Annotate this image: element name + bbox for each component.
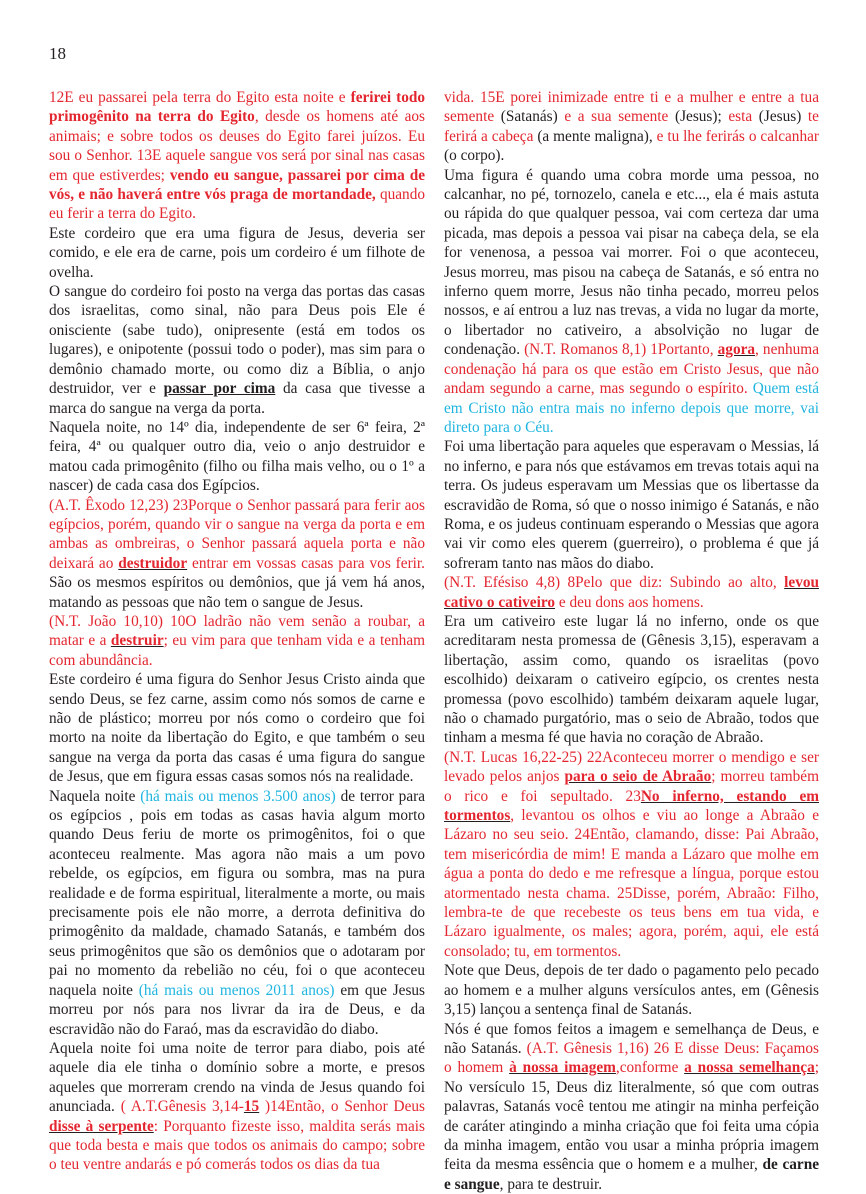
paragraph xyxy=(444,166,819,438)
text-run: Nós é que fomos feitos a imagem e semelhança de Deus, e não Satanás. xyxy=(444,1021,819,1057)
text-run: em que Jesus morreu por nós para nos livrar da ira de Deus, e da escravidão não do Faraó, mas da escravidão do diabo. xyxy=(49,982,425,1038)
text-run: Uma figura é quando uma cobra morde uma pessoa, no calcanhar, no pé, tornozelo, canela e etc..., ela é mais astuta ou rápida do que qualquer pessoa, vai com certeza dar uma picada, mas depois a pessoa vai pisar na cabeça dela, se ela for venenosa, a pessoa vai morrer. Foi o que aconteceu, Jesus morreu, mas pisou na cabeça de Satanás, e só entra no inferno quem morre, Jesus não tinha pecado, morreu pelos nossos, e aí entrou a luz nas trevas, a vida no lugar da morte, o libertador no cativeiro, a absolvição no lugar de condenação. xyxy=(444,167,819,359)
text-run: e deu dons aos homens. xyxy=(555,594,704,611)
text-run: , desde os homens até aos animais; e sobre todos os deuses do Egito farei juízos. Eu sou o Senhor. 13E aquele sangue vos será por sinal nas casas em que estiverdes; xyxy=(49,108,425,183)
text-run: e a sua semente xyxy=(558,108,675,125)
text-run: Aquela noite foi uma noite de terror para diabo, pois até aquele dia ele tinha o domínio sobre a morte, e presos aqueles que morreram crendo na vinda de Jesus quando foi anunciada. xyxy=(49,1040,425,1115)
paragraph xyxy=(49,496,425,612)
paragraph xyxy=(444,437,819,573)
paragraph xyxy=(49,224,425,282)
text-run: (a mente maligna), xyxy=(537,128,652,145)
text-run: e tu lhe ferirás o calcanhar xyxy=(653,128,819,145)
right-column xyxy=(444,88,819,1194)
text-run: esta xyxy=(722,108,759,125)
text-run: de carne e sangue xyxy=(444,1156,819,1192)
text-run: à nossa imagem xyxy=(509,1059,616,1076)
paragraph xyxy=(49,1039,425,1175)
text-run: (A.T. Gênesis 1,16) 26 E disse Deus: Façamos o homem xyxy=(444,1040,819,1076)
text-run: : Porquanto fizeste isso, maldita serás mais que toda besta e mais que todos os animais do campo; sobre o teu ventre andarás e pó comerás todos os dias da tua xyxy=(49,1118,425,1174)
text-run: ; morreu também o rico e foi sepultado. 23 xyxy=(444,768,819,804)
text-run: São os mesmos espíritos ou demônios, que já vem há anos, matando as pessoas que não tem o sangue de Jesus. xyxy=(49,574,425,610)
text-run: (o corpo). xyxy=(444,147,504,164)
text-run: Quem está em Cristo não entra mais no inferno depois que morre, vai direto para o Céu. xyxy=(444,380,819,436)
text-run: No inferno, estando em tormentos xyxy=(444,788,819,824)
text-run: Este cordeiro que era uma figura de Jesus, deveria ser comido, e ele era de carne, pois um cordeiro é um filhote de ovelha. xyxy=(49,225,425,281)
text-run: 12E eu passarei pela terra do Egito esta noite e xyxy=(49,89,351,106)
text-run: (N.T. Efésiso 4,8) 8Pelo que diz: Subindo ao alto, xyxy=(444,574,784,591)
text-run: para o seio de Abraão xyxy=(564,768,711,785)
text-run: Note que Deus, depois de ter dado o pagamento pelo pecado ao homem e a mulher alguns versículos antes, em (Gênesis 3,15) lançou a sentença final de Satanás. xyxy=(444,962,819,1018)
text-run: (Satanás) xyxy=(501,108,558,125)
text-run: vida. 15E porei inimizade entre ti e a mulher e entre a tua semente xyxy=(444,89,819,125)
text-run: ; eu vim para que tenham vida e a tenham com abundância. xyxy=(49,632,425,668)
text-run: (N.T. Lucas 16,22-25) 22Aconteceu morrer o mendigo e ser levado pelos anjos xyxy=(444,749,819,785)
text-run: Naquela noite xyxy=(49,788,140,805)
text-run: (N.T. Romanos 8,1) 1Portanto, xyxy=(524,341,718,358)
text-run: a nossa semelhança xyxy=(684,1059,815,1076)
paragraph xyxy=(444,748,819,961)
text-run: ( A.T.Gênesis 3,14- xyxy=(121,1098,244,1115)
text-run: (há mais ou menos 2011 anos) xyxy=(139,982,335,999)
text-run: (Jesus) xyxy=(759,108,802,125)
paragraph xyxy=(49,670,425,786)
text-run: agora xyxy=(718,341,755,358)
text-run: Era um cativeiro este lugar lá no inferno, onde os que acreditaram nesta promessa de (Gênesis 3,15), esperavam a libertação, assim como, quando os israelitas (povo escolhido) deixaram o cativeiro egípcio, os crentes nesta promessa (povo escolhido) também deixaram aquele lugar, não o chamado purgatório, mas o seio de Abraão, todos que tinham a mesma fé que havia no coração de Abraão. xyxy=(444,613,819,746)
paragraph xyxy=(49,282,425,418)
text-run: entrar em vossas casas para vos ferir. xyxy=(187,555,425,572)
text-run: , levantou os olhos e viu ao longe a Abraão e Lázaro no seu seio. 24Então, clamando, disse: Pai Abraão, tem misericórdia de mim! E manda a Lázaro que molhe em água a ponta do dedo e me refresque a língua, porque estou atormentado nesta chama. 25Disse, porém, Abraão: Filho, lembra-te de que recebeste os teus bens em tua vida, e Lázaro igualmente, os males; agora, porém, aqui, ele está consolado; tu, em tormentos. xyxy=(444,807,819,960)
text-run: de terror para os egípcios , pois em todas as casas havia algum morto quando Deus feriu de morte os primogênitos, foi o que aconteceu realmente. Mas agora não mais a um povo rebelde, os egípcios, em figura ou sombra, mas na pura realidade e de forma espiritual, literalmente a morte, ou mais precisamente pois ele não morre, a derrota definitiva do primogênito da maldade, chamado Satanás, e também dos seus primogênitos que são os demônios que o adotaram por pai no momento da rebelião no céu, foi o que aconteceu naquela noite xyxy=(49,788,425,999)
text-run: disse à serpente xyxy=(49,1118,154,1135)
text-run: , para te destruir. xyxy=(500,1176,602,1193)
paragraph xyxy=(444,612,819,748)
paragraph xyxy=(444,573,819,612)
text-run: 15 xyxy=(244,1098,259,1115)
text-run: , nenhuma condenação há para os que estão em Cristo Jesus, que não andam segundo a carne, mas segundo o espírito. xyxy=(444,341,819,397)
paragraph xyxy=(444,961,819,1019)
text-run: vendo eu sangue, passarei por cima de vós, e não haverá entre vós praga de mortandade, xyxy=(49,167,425,203)
text-run: (A.T. Êxodo 12,23) 23Porque o Senhor passará para ferir aos egípcios, porém, quando vir o sangue na verga da porta e em ambas as ombreiras, o Senhor passará aquela porta e não deixará ao xyxy=(49,497,425,572)
paragraph xyxy=(49,88,425,224)
text-run: ,conforme xyxy=(616,1059,684,1076)
page-number: 18 xyxy=(49,44,66,64)
paragraph xyxy=(49,612,425,670)
text-run: quando eu ferir a terra do Egito. xyxy=(49,186,425,222)
text-run: )14Então, o Senhor Deus xyxy=(259,1098,425,1115)
text-run: No versículo 15, Deus diz literalmente, só que com outras palavras, Satanás você tentou me atingir na minha perfeição de caráter atingindo a minha criação que foi feita uma cópia da minha imagem, então vou usar a minha própria imagem feita da mesma essência que o homem e a mulher, xyxy=(444,1079,819,1174)
text-run: (há mais ou menos 3.500 anos) xyxy=(140,788,335,805)
text-run: ; xyxy=(815,1059,819,1076)
paragraph xyxy=(49,787,425,1039)
text-run: passar por cima xyxy=(164,380,276,397)
text-run: destruidor xyxy=(118,555,187,572)
text-run: (N.T. João 10,10) 10O ladrão não vem senão a roubar, a matar e a xyxy=(49,613,425,649)
text-run: da casa que tivesse a marca do sangue na verga da porta. xyxy=(49,380,425,416)
text-run: O sangue do cordeiro foi posto na verga das portas das casas dos israelitas, como sinal, não para Deus pois Ele é onisciente (sabe tudo), onipresente (está em todos os lugares), e onipotente (possui todo o poder), mas sim para o demônio chamado morte, ou como diz a Bíblia, o anjo destruidor, ver e xyxy=(49,283,425,397)
paragraph xyxy=(49,418,425,496)
left-column xyxy=(49,88,425,1175)
text-run: ferirei todo primogênito na terra do Egito xyxy=(49,89,425,125)
text-run: levou cativo o cativeiro xyxy=(444,574,819,610)
text-run: Naquela noite, no 14º dia, independente de ser 6ª feira, 2ª feira, 4ª ou qualquer outro dia, veio o anjo destruidor e matou cada primogênito (filho ou filha mais velho, ou o 1º a nascer) de cada casa dos Egípcios. xyxy=(49,419,425,494)
text-run: te ferirá a cabeça xyxy=(444,108,819,144)
text-run: (Jesus); xyxy=(675,108,722,125)
text-run: Foi uma libertação para aqueles que esperavam o Messias, lá no inferno, e para nós que estávamos em trevas totais aqui na terra. Os judeus esperavam um Messias que os libertasse da escravidão de Roma, só que o nosso inimigo é Satanás, e não Roma, e os judeus continuam esperando o Messias que agora vai vir como eles querem (guerreiro), o problema é que já sofreram tanto nas mãos do diabo. xyxy=(444,438,819,571)
paragraph xyxy=(444,88,819,166)
text-run: destruir xyxy=(111,632,164,649)
text-run: Este cordeiro é uma figura do Senhor Jesus Cristo ainda que sendo Deus, se fez carne, assim como nós somos de carne e não de plástico; morreu por nós como o cordeiro que foi morto na noite da libertação do Egito, e que também o seu sangue na verga da porta das casas é uma figura do sangue de Jesus, que em figura essas casas somos nós na realidade. xyxy=(49,671,425,785)
paragraph xyxy=(444,1020,819,1194)
